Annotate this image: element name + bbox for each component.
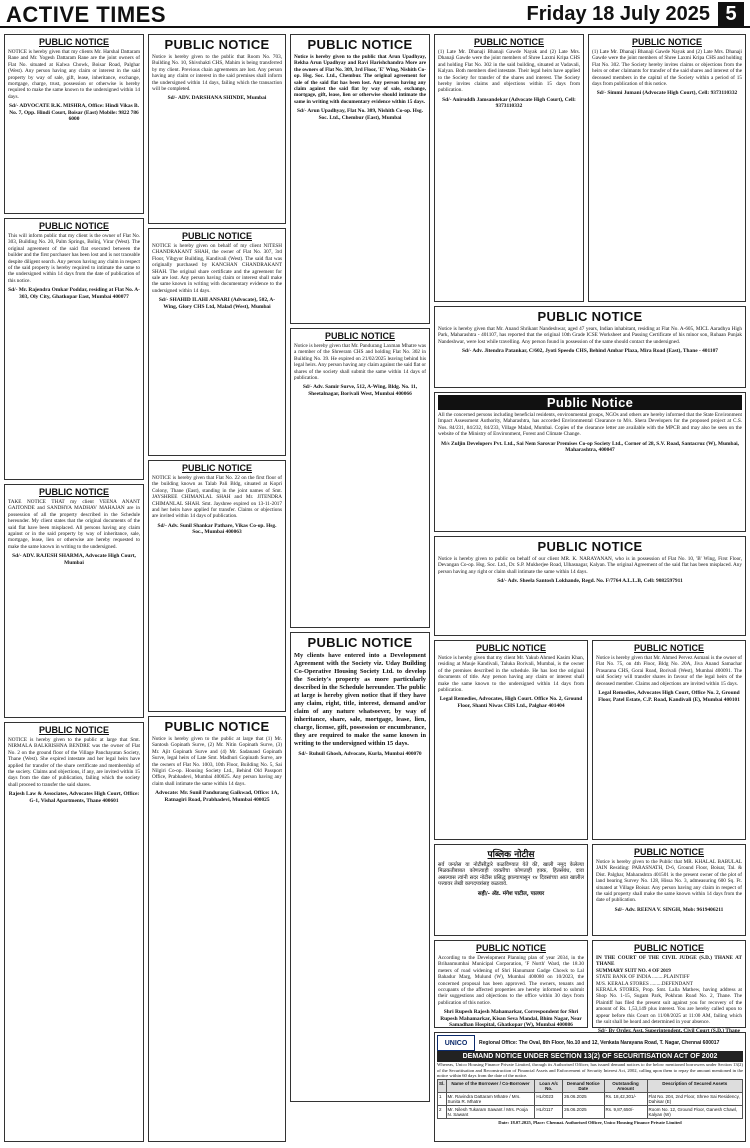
- notice-title: PUBLIC NOTICE: [475, 943, 546, 953]
- table-header: Description of Secured Assets: [647, 1079, 742, 1092]
- notice-title: PUBLIC NOTICE: [164, 37, 270, 52]
- defendant: M/S. KERALA STORES .........DEFENDANT: [596, 980, 693, 987]
- notice-title: PUBLIC NOTICE: [537, 309, 643, 324]
- demand-notice-title: DEMAND NOTICE UNDER SECTION 13(2) OF SECURITISATION ACT OF 2002: [437, 1051, 743, 1062]
- suit-number: SUMMARY SUIT NO. 4 OF 2019: [596, 967, 671, 974]
- notice-signature: M/s Zuljin Developers Pvt. Ltd., Sai Nem Sarovar Premises Co-op Society Ltd., Corner of 28, S.V. Road, Santacruz (W), Mumbai, Maharashtra, 400047: [440, 440, 740, 454]
- public-notice-16: [434, 536, 746, 636]
- notice-signature: Legal Remedies, Advocates High Court, Office No. 2, Ground Floor, Patel Estate, C.P. Road, Kandivali (E), Mumbai 400101: [598, 690, 740, 703]
- table-cell: Mr. Ravindra Dattaram Mhatre / Mrs. Sunita R. Mhatre: [446, 1092, 535, 1105]
- notice-body: KERALA STORES, Prop. Smt. Lalla Mathew, having address at Shop No. 1-15, Sugam Park, Pokhran Road No. 2, Thane. The Plaintiff has filed the present suit against you for recovery of the amount of Rs. 1,53,149 plus interest. You are hereby called upon to appear before this Court on 11/08/2025 at 11:00 AM, failing which the suit shall be heard and determined in your absence.: [596, 987, 742, 1026]
- plaintiff: STATE BANK OF INDIA .........PLAINTIFF: [596, 974, 690, 981]
- notice-body: This will inform public that my client is the owner of Flat No. 303, Building No. 20, Palm Springs, Bolinj, Virar (West). The original agreement of the said flat executed between the builder and the first purchaser has been lost and is not traceable despite diligent search. Any person having any claim in respect of the said property is hereby required to intimate the same to the undersigned within 14 days from the date of publication of this notice.: [8, 233, 140, 284]
- public-notice-13: [588, 34, 746, 302]
- notice-title: PUBLIC NOTICE: [38, 221, 109, 231]
- notice-title: PUBLIC NOTICE: [164, 719, 270, 734]
- notice-title: PUBLIC NOTICE: [38, 37, 109, 47]
- notice-body: TAKE NOTICE THAT my client VEENA ANANT GAITONDE and SANDHYA MADHAV MAHAJAN are in possession of all the property described in the Schedule hereunder. My client states that the original documents of the said flat have been misplaced. All persons having any claim against or in the said property by way of inheritance, sale, mortgage, lease, lien or otherwise are hereby requested to make the same known in writing to the undersigned.: [8, 499, 140, 550]
- public-notice-4: [4, 722, 144, 1142]
- notice-body: NOTICE is hereby given to the public at large that Smt. NIRMALA BALKRISHNA BENDRE was the owner of Flat No. 2 on the ground floor of the Village Panchayatan Society, Thane (West). She expired intestate and her legal heirs have applied for transfer of the share certificate and membership of the society. Claims and objections, if any, are invited within 15 days from the date of publication, failing which the society shall proceed to transfer the said shares.: [8, 737, 140, 788]
- notice-title: PUBLIC NOTICE: [181, 463, 252, 473]
- notice-body: NOTICE is hereby given that my clients Mr. Harshal Dattaram Rane and Mr. Yogesh Dattaram Rane are the joint owners of Flat No. situated at Kalwa Chowk, Boisar Road, Palghar (West). Any person having any claim or interest in the said property by way of sale, gift, lease, inheritance, exchange, mortgage, charge, trust, possession or otherwise is hereby required to make the same known to the undersigned within 14 days.: [8, 49, 140, 100]
- notice-body: NOTICE is hereby given that Flat No. 22 on the first floor of the building known as Talab Pali Bldg, situated at Kopri Colony, Thane (East), standing in the joint names of Smt. JAYSHREE CHIMANLAL SHAH and Mr. JITENDRA CHIMANLAL SHAH. Smt. Jayshree expired on 13-11-2017 and her heirs have applied for transfer. Claims or objections are invited within 14 days of publication.: [152, 475, 282, 520]
- notice-title: PUBLIC NOTICE: [38, 725, 109, 735]
- table-cell: Flat No. 204, 2nd Floor, Shree Sai Residency, Dahisar (E): [647, 1092, 742, 1105]
- public-notice-17: [434, 640, 588, 840]
- public-notice-15: [434, 392, 746, 532]
- public-notice-18: [592, 640, 746, 840]
- public-notice-22: [592, 940, 746, 1028]
- table-header: Demand Notice Date: [563, 1079, 604, 1092]
- page-number: 5: [718, 2, 744, 26]
- table-cell: Rs. 18,42,301/-: [604, 1092, 647, 1105]
- notice-title: PUBLIC NOTICE: [631, 37, 702, 47]
- public-notice-2: [4, 218, 144, 480]
- table-header: Sl.: [438, 1079, 447, 1092]
- public-notice-12: [434, 34, 584, 302]
- notice-body: Notice is hereby given to public on behalf of our client MR. K. NARAYANAN, who is in possession of Flat No. 10, 'B' Wing, First Floor, Devangan Co-op. Hsg. Soc. Ltd., Dr. S.P. Mukherjee Road, Ulhasnagar, Kalyan. The original Agreement of the said flat has been misplaced. Any person having any right or claim shall intimate the same within 14 days.: [438, 556, 742, 575]
- notice-body: Notice is hereby given that Mr. Ahmed Pervez Asmani is the owner of Flat No. 75, on 4th Floor, Bldg No. 20A, Jiva Anand Samachar Prasarana CHS, Gorai Road, Borivali (West), Mumbai 400091. The said Society will transfer shares in favour of the legal heirs of the deceased member. Claims and objections are invited within 15 days.: [596, 655, 742, 687]
- table-row: [438, 1105, 743, 1118]
- notice-signature: Date: 18.07.2025, Place: Chennai. Authorised Officer, Unico Housing Finance Private Limited: [498, 1119, 682, 1125]
- table-cell: Mr. Nilesh Tukaram Sawant / Mrs. Pooja N. Sawant: [446, 1105, 535, 1118]
- public-notice-10: [290, 328, 430, 628]
- notice-title: PUBLIC NOTICE: [307, 635, 413, 650]
- bank-office: Regional Office: The Oval, 8th Floor, No.10 and 12, Venkata Narayana Road, T. Nagar, Chennai 600017: [479, 1040, 720, 1046]
- notice-body: Notice is hereby given to the public that Room No. 703, Building No. 10, Shivshakti CHS, Mahim is being transferred by my client. Previous chain agreements are lost. Any person having any claim or interest in the said premises shall inform the undersigned within 14 days, failing which the transaction will be completed.: [152, 54, 282, 93]
- notice-title: PUBLIC NOTICE: [475, 643, 546, 653]
- notice-signature: Sd/- Mr. Rajendra Omkar Poddar, residing at Flat No. A-303, Oly City, Ghatkopar East, Mumbai 400077: [8, 287, 140, 300]
- notice-title: पब्लिक नोटीस: [487, 850, 535, 860]
- notice-title: PUBLIC NOTICE: [633, 847, 704, 857]
- notice-signature: Sd/- Simmi Jumani (Advocate High Court), Cell: 9373110332: [596, 90, 738, 97]
- court-name: IN THE COURT OF THE CIVIL JUDGE (S.D.) THANE AT THANE: [596, 955, 742, 968]
- notice-body: All the concerned persons including beneficial residents, environmental groups, NGOs and others are hereby informed that the State Environment Impact Assessment Authority, Maharashtra, has accorded Environmental Clearance to M/s. Shera Developers for the proposed project at C.S. Nos. 84/231, 84/232, 84/233, Village Malad, Mumbai. Copies of the clearance letter are available with the MPCB and may also be seen on the website of the Ministry of Environment, Forest and Climate Change.: [438, 412, 742, 438]
- notice-signature: Advocate: Mr. Sunil Pandurang Gaikwad, Office: 1A, Ratnagiri Road, Prabhadevi, Mumbai 400025: [155, 790, 279, 803]
- notice-body: Notice is hereby given to the Public that MR. KHALAL BABULAL JAIN Residing: PARASNATH, D-6, Ground Floor, Boisar, Tal. & Dist. Palghar, Maharashtra 401501 is the present owner of the plot of land bearing Survey No. 128, Hissa No. 3, admeasuring 600 Sq. Ft. situated at Village Boisar. Any person having any claim in respect of the said property shall make the same known within 14 days from the date of publication.: [596, 859, 742, 904]
- notice-signature: Legal Remedies, Advocates, High Court. Office No. 2, Ground Floor, Shanti Niwas CHS Ltd., Palghar 401404: [439, 696, 583, 710]
- demand-notice-header: [437, 1035, 743, 1051]
- bank-logo: UNICO: [437, 1035, 475, 1051]
- notice-body: According to the Development Planning plan of year 2034, in the Brihanmumbai Municipal Corporation, 'F North' Ward, the 18.30 meters of road widening of Shri Hanumant Gadge Chowk to Lal Bahadur Marg, Mulund (W), Mumbai 400080 on 10/2023, the concerned proposal has been approved. The owners, tenants and occupants of the affected properties are hereby informed to submit their suggestions and objections to the office within 30 days from publication of this notice.: [438, 955, 584, 1006]
- notice-signature: Sd/- Adv. REENA V. SINGH, Mob: 9619406211: [614, 906, 724, 913]
- public-notice-14: [434, 306, 746, 388]
- table-cell: 1: [438, 1092, 447, 1105]
- table-header: Loan A/c No.: [535, 1079, 563, 1092]
- public-notice-3: [4, 484, 144, 718]
- table-cell: 26.06.2025: [563, 1105, 604, 1118]
- notice-title: PUBLIC NOTICE: [473, 37, 544, 47]
- masthead: [0, 0, 750, 28]
- notice-title: PUBLIC NOTICE: [38, 487, 109, 497]
- notice-signature: Sd/- ADV. DARSHANA SHINDE, Mumbai: [167, 95, 267, 102]
- notice-body: (1) Late Mr. Dhanaji Bhanaji Gawde Nayak and (2) Late Mrs. Dhanaji Gawde were the joint members of Shree Laxmi Kripa CHS and holding Flat No. 302 in the said building, situated at Vadavali, Kalyan. Both members died intestate. Their legal heirs have applied to the Society for transfer of the shares and interest. The Society hereby invites claims and objections within 15 days from publication.: [438, 49, 580, 94]
- notice-body: Notice is hereby given that my client Mr. Yakub Ahmed Kasim Khan, residing at Mauje Kandivali, Taluka Borivali, Mumbai, is the owner of the premises described in the schedule. He has lost the original documents of title. Any person having any claim or interest shall make the same known to the undersigned within 14 days from publication.: [438, 655, 584, 694]
- public-notice-19: [434, 844, 588, 936]
- notice-title: PUBLIC NOTICE: [633, 643, 704, 653]
- notice-signature: Shri Rupesh Rajesh Mahamarkar, Correspondent for Shri Rupesh Mahamarkar, Kisan Seva Mandal, Bhim Nagar, Near Samadhan Hospital, Ghatkopar (W), Mumbai 400086: [440, 1009, 582, 1029]
- table-cell: Rs. 9,87,650/-: [604, 1105, 647, 1118]
- table-cell: 26.06.2025: [563, 1092, 604, 1105]
- table-cell: 2: [438, 1105, 447, 1118]
- notice-body: (1) Late Mr. Dhanaji Bhanaji Gawde Nayak and (2) Late Mrs. Dhanaji Gawde were the joint members of Shree Laxmi Kripa CHS and holding Flat No. 302. The Society hereby invites claims or objections from the heirs or other claimants for transfer of the said shares and interest of the deceased members in the capital of the Society within a period of 15 days from publication of this notice.: [592, 49, 742, 88]
- notice-title: PUBLIC NOTICE: [324, 331, 395, 341]
- notice-body: सर्व जनतेस या नोटीसीद्वारे कळविण्यात येते की, खाली नमूद केलेल्या मिळकतीबाबत कोणत्याही व्यक्तीचा कोणताही हक्क, हितसंबंध, दावा असल्यास त्यांनी सदर नोटीस प्रसिद्ध झाल्यापासून १४ दिवसांच्या आत खालील पत्त्यावर लेखी कागदपत्रांसह कळवावे.: [438, 862, 584, 888]
- demand-notice: [434, 1032, 746, 1142]
- notice-title: PUBLIC NOTICE: [537, 539, 643, 554]
- notice-title: Public Notice: [438, 395, 742, 410]
- notice-signature: Sd/- SHAHID ILAHI ANSARI (Advocate), 502, A-Wing, Glory CHS Ltd, Malad (West), Mumbai: [158, 297, 276, 310]
- notice-body: Notice is hereby given that Mr. Anand Shrikant Nandeshwar, aged 47 years, Indian inhabitant, residing at Flat No. A-605, MICL Aaradhya High Park, Maharashtra - 401107, has reported that the original 10th Grade ICSE Worksheet and Passing Certificate of his minor son, Ruhaan Punjak Nandeshwar, were lost while travelling. Any person found in possession of the same should contact the undersigned.: [438, 326, 742, 345]
- public-notice-7: [148, 460, 286, 712]
- issue-date: Friday 18 July 2025: [526, 3, 710, 25]
- notice-body: Whereas, Unico Housing Finance Private Limited, through its Authorised Officer, has issued demand notices to the below mentioned borrowers under Section 13(2) of the Securitisation and Reconstruction of Financial Assets and Enforcement of Security Interest Act, 2002, calling upon them to repay the amount mentioned in the notice within 60 days from the date of the notice.: [437, 1062, 743, 1079]
- demand-table: [437, 1079, 743, 1119]
- public-notice-21: [434, 940, 588, 1028]
- table-header: Outstanding Amount: [604, 1079, 647, 1092]
- paper-name: ACTIVE TIMES: [6, 2, 167, 27]
- notice-title: PUBLIC NOTICE: [633, 943, 704, 953]
- table-header-row: [438, 1079, 743, 1092]
- table-row: [438, 1092, 743, 1105]
- notice-body: NOTICE is hereby given on behalf of my client NITESH CHANDRAKANT SHAH, the owner of Flat No. 307, 3rd Floor, Vibgyor Building, Kandivali (West). The said flat was originally purchased by KANCHAN CHANDRAKANT SHAH. The original share certificate and the agreement for sale are lost. Any person having claim or interest shall make the same known in writing with documentary evidence to the undersigned within 14 days.: [152, 243, 282, 294]
- notice-signature: Sd/- Arun Upadhyay, Flat No. 309, Nishith Co-op. Hsg. Soc. Ltd., Chembur (East), Mumbai: [297, 108, 423, 121]
- table-cell: HL/0023: [535, 1092, 563, 1105]
- public-notice-5: [148, 34, 286, 224]
- public-notice-6: [148, 228, 286, 456]
- public-notice-20: [592, 844, 746, 936]
- notice-signature: Sd/- ADVOCATE R.K. MISHRA, Office: Hindi Vikas B. No. 7, Opp. Hindi Court, Boisar (East) Mobile: 9822 786 6000: [9, 103, 139, 123]
- notice-signature: Sd/- ADV. RAJESH SHARMA, Advocate High Court, Mumbai: [12, 553, 136, 566]
- notice-signature: Sd/- Adv. Sheela Santosh Lokhande, Regd. No. F/7764 A.L.L.B, Cell: 9082597911: [497, 578, 683, 585]
- notice-signature: Sd/- Adv. Sunil Shankar Pathare, Vikas Co-op. Hsg. Soc., Mumbai 400063: [157, 522, 277, 536]
- notice-body: Notice is hereby given to the public that Arun Upadhyay, Rekha Arun Upadhyay and Ravi Harishchandra More are the owners of Flat No. 309, 3rd Floor, 'E' Wing, Nishith Co-op. Hsg. Soc. Ltd., Chembur. The original agreement for sale of the said flat has been lost. Any person having any claim against the said flat by way of sale, exchange, mortgage, gift, lease, lien or otherwise should intimate the same in writing with documentary evidence within 15 days.: [294, 54, 426, 105]
- notice-body: My clients have entered into a Development Agreement with the Society viz. Uday Building Co-Operative Housing Society Ltd. to develop the Society's property as more particularly described in the Schedule hereunder. The public at large is hereby given notice that if they have any claim, right, title, interest, demand and/or claim of any nature whatsoever, by way of inheritance, share, sale, mortgage, lease, lien, charge, license, gift, possession or encumbrance, they are required to make the same known in writing to the undersigned within 15 days.: [294, 652, 426, 747]
- table-header: Name of the Borrower / Co-Borrower: [446, 1079, 535, 1092]
- notice-signature: Sd/- Adv. Jitendra Patankar, C/602, Jyoti Speedo CHS, Behind Ambar Plaza, Mira Road (East), Thane - 401107: [462, 348, 718, 355]
- notice-signature: Rajesh Law & Associates, Advocates High Court, Office: G-1, Vishal Apartments, Thane 400601: [8, 791, 140, 804]
- public-notice-11: [290, 632, 430, 1102]
- notice-signature: Sd/- Ruhuil Ghosh, Advocate, Kurla, Mumbai 400070: [298, 751, 422, 757]
- notice-title: PUBLIC NOTICE: [307, 37, 413, 52]
- table-cell: HL/0117: [535, 1105, 563, 1118]
- notice-signature: Sd/- Adv. Samir Surve, 512, A-Wing, Bldg. No. 11, Sheetalnagar, Borivali West, Mumbai 400066: [302, 384, 418, 398]
- notice-body: Notice is hereby given that Mr. Pandurang Laxman Mhatre was a member of the Shreeram CHS and holding Flat No. 302 in Building No. 39. He expired on 21/02/2025 leaving behind his legal heirs. Any person having any claim against the said flat or shares of the society shall submit the same within 14 days of publication.: [294, 343, 426, 382]
- notice-title: PUBLIC NOTICE: [181, 231, 252, 241]
- notice-body: Notice is hereby given to the public at large that (1) Mr. Santosh Gopinath Surve, (2) Mr. Nitin Gopinath Surve, (3) Mr. Ajit Gopinath Surve and (4) Mr. Sadanand Gopinath Surve, legal heirs of Late Smt. Madhuri Gopinath Surve, are the owners of Flat No. 1003, 10th Floor, Building No. 5, Sai Nilgiri Co-op. Housing Society Ltd., Behind Old Passport Office, Prabhadevi, Mumbai 400025. Any person having any claim shall intimate the same within 14 days.: [152, 736, 282, 787]
- public-notice-1: [4, 34, 144, 214]
- public-notice-8: [148, 716, 286, 1142]
- table-cell: Room No. 12, Ground Floor, Ganesh Chawl, Kalyan (W): [647, 1105, 742, 1118]
- public-notice-9: [290, 34, 430, 324]
- notice-signature: Sd/- Aniruddh Jamsandekar (Advocate High Court), Cell: 9373110332: [442, 96, 576, 110]
- notice-signature: सही/- अ‍ॅड. मंगेश पाटील, पालघर: [477, 890, 545, 897]
